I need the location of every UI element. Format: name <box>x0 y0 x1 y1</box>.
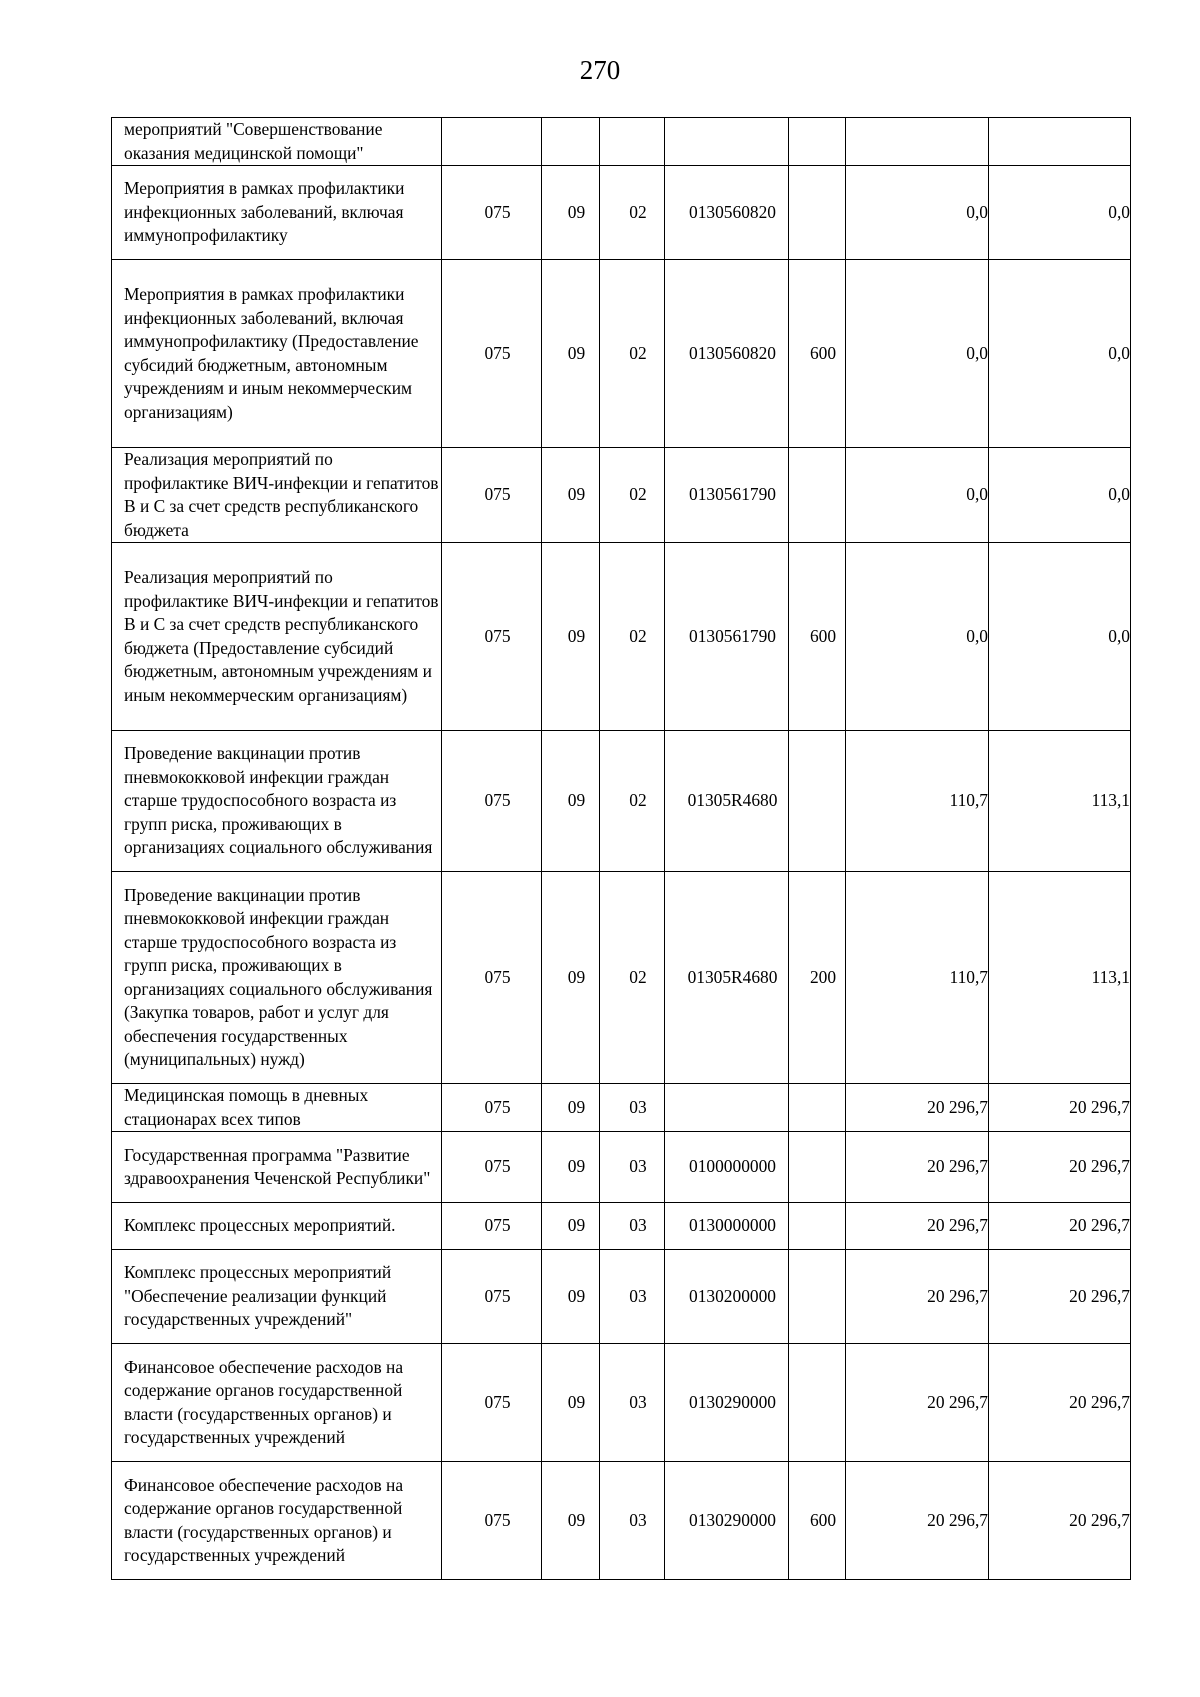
table-row <box>112 1132 1131 1203</box>
expense-type-code <box>789 118 846 166</box>
expense-type-code <box>789 1203 846 1250</box>
ministry-code: 075 <box>442 543 542 731</box>
row-name: Комплекс процессных мероприятий. <box>112 1203 442 1250</box>
amount-year-1: 20 296,7 <box>846 1462 989 1580</box>
target-article-code: 0130290000 <box>665 1344 789 1462</box>
subsection-code: 02 <box>600 543 665 731</box>
table-row <box>112 1250 1131 1344</box>
subsection-code: 02 <box>600 448 665 543</box>
row-name: Финансовое обеспечение расходов на содержание органов государственной власти (государственных органов) и государственных учреждений <box>112 1344 442 1462</box>
row-name: Государственная программа "Развитие здравоохранения Чеченской Республики" <box>112 1132 442 1203</box>
target-article-code: 01305R4680 <box>665 872 789 1084</box>
expense-type-code <box>789 1084 846 1132</box>
row-name: Комплекс процессных мероприятий "Обеспечение реализации функций государственных учреждений" <box>112 1250 442 1344</box>
row-name: Мероприятия в рамках профилактики инфекционных заболеваний, включая иммунопрофилактику <box>112 166 442 260</box>
subsection-code: 03 <box>600 1132 665 1203</box>
amount-year-1: 0,0 <box>846 166 989 260</box>
section-code: 09 <box>542 1132 600 1203</box>
target-article-code: 0100000000 <box>665 1132 789 1203</box>
table-row <box>112 448 1131 543</box>
table-row <box>112 260 1131 448</box>
expense-type-code <box>789 731 846 872</box>
table-row <box>112 1344 1131 1462</box>
amount-year-1: 20 296,7 <box>846 1084 989 1132</box>
subsection-code <box>600 118 665 166</box>
target-article-code: 0130561790 <box>665 448 789 543</box>
section-code: 09 <box>542 1203 600 1250</box>
section-code: 09 <box>542 543 600 731</box>
section-code: 09 <box>542 872 600 1084</box>
amount-year-1: 0,0 <box>846 260 989 448</box>
subsection-code: 02 <box>600 260 665 448</box>
section-code: 09 <box>542 1344 600 1462</box>
amount-year-2: 20 296,7 <box>989 1132 1131 1203</box>
amount-year-2: 0,0 <box>989 543 1131 731</box>
row-name: Финансовое обеспечение расходов на содержание органов государственной власти (государственных органов) и государственных учреждений <box>112 1462 442 1580</box>
expense-type-code <box>789 448 846 543</box>
ministry-code: 075 <box>442 260 542 448</box>
target-article-code: 0130560820 <box>665 260 789 448</box>
row-name: Проведение вакцинации против пневмококковой инфекции граждан старше трудоспособного возраста из групп риска, проживающих в организациях социального обслуживания (Закупка товаров, работ и услуг для обеспечения государственных (муниципальных) нужд) <box>112 872 442 1084</box>
subsection-code: 02 <box>600 166 665 260</box>
ministry-code: 075 <box>442 731 542 872</box>
expense-type-code: 200 <box>789 872 846 1084</box>
ministry-code: 075 <box>442 166 542 260</box>
expense-type-code <box>789 1250 846 1344</box>
section-code: 09 <box>542 166 600 260</box>
target-article-code <box>665 1084 789 1132</box>
target-article-code <box>665 118 789 166</box>
target-article-code: 0130000000 <box>665 1203 789 1250</box>
subsection-code: 03 <box>600 1084 665 1132</box>
row-name: мероприятий "Совершенствование оказания медицинской помощи" <box>112 118 442 166</box>
row-name: Медицинская помощь в дневных стационарах всех типов <box>112 1084 442 1132</box>
table-row <box>112 731 1131 872</box>
amount-year-1: 110,7 <box>846 731 989 872</box>
amount-year-2: 20 296,7 <box>989 1084 1131 1132</box>
table-row <box>112 1462 1131 1580</box>
ministry-code: 075 <box>442 1344 542 1462</box>
expense-type-code <box>789 1132 846 1203</box>
amount-year-2: 20 296,7 <box>989 1462 1131 1580</box>
row-name: Реализация мероприятий по профилактике ВИЧ-инфекции и гепатитов В и С за счет средств республиканского бюджета <box>112 448 442 543</box>
section-code: 09 <box>542 1084 600 1132</box>
section-code: 09 <box>542 260 600 448</box>
amount-year-2: 20 296,7 <box>989 1250 1131 1344</box>
subsection-code: 03 <box>600 1203 665 1250</box>
target-article-code: 01305R4680 <box>665 731 789 872</box>
row-name: Проведение вакцинации против пневмококковой инфекции граждан старше трудоспособного возраста из групп риска, проживающих в организациях социального обслуживания <box>112 731 442 872</box>
section-code: 09 <box>542 1462 600 1580</box>
amount-year-1: 0,0 <box>846 448 989 543</box>
amount-year-2: 20 296,7 <box>989 1344 1131 1462</box>
expense-type-code <box>789 166 846 260</box>
ministry-code: 075 <box>442 1084 542 1132</box>
subsection-code: 02 <box>600 731 665 872</box>
section-code: 09 <box>542 1250 600 1344</box>
ministry-code: 075 <box>442 1462 542 1580</box>
subsection-code: 02 <box>600 872 665 1084</box>
amount-year-1: 20 296,7 <box>846 1344 989 1462</box>
table-row <box>112 166 1131 260</box>
ministry-code <box>442 118 542 166</box>
amount-year-1 <box>846 118 989 166</box>
amount-year-2: 113,1 <box>989 731 1131 872</box>
amount-year-1: 20 296,7 <box>846 1250 989 1344</box>
amount-year-2: 113,1 <box>989 872 1131 1084</box>
table-row <box>112 1203 1131 1250</box>
ministry-code: 075 <box>442 872 542 1084</box>
ministry-code: 075 <box>442 1132 542 1203</box>
table-row <box>112 872 1131 1084</box>
table-row <box>112 118 1131 166</box>
ministry-code: 075 <box>442 1203 542 1250</box>
expense-type-code: 600 <box>789 1462 846 1580</box>
expense-type-code: 600 <box>789 543 846 731</box>
ministry-code: 075 <box>442 448 542 543</box>
section-code <box>542 118 600 166</box>
expense-type-code: 600 <box>789 260 846 448</box>
amount-year-1: 20 296,7 <box>846 1132 989 1203</box>
amount-year-2: 0,0 <box>989 166 1131 260</box>
amount-year-2: 0,0 <box>989 260 1131 448</box>
subsection-code: 03 <box>600 1344 665 1462</box>
row-name: Мероприятия в рамках профилактики инфекционных заболеваний, включая иммунопрофилактику (Предоставление субсидий бюджетным, автономным учреждениям и иным некоммерческим организациям) <box>112 260 442 448</box>
expense-type-code <box>789 1344 846 1462</box>
page-number: 270 <box>579 55 621 85</box>
section-code: 09 <box>542 731 600 872</box>
table-body <box>112 118 1131 1580</box>
subsection-code: 03 <box>600 1250 665 1344</box>
subsection-code: 03 <box>600 1462 665 1580</box>
target-article-code: 0130200000 <box>665 1250 789 1344</box>
target-article-code: 0130290000 <box>665 1462 789 1580</box>
target-article-code: 0130560820 <box>665 166 789 260</box>
amount-year-1: 110,7 <box>846 872 989 1084</box>
amount-year-1: 20 296,7 <box>846 1203 989 1250</box>
amount-year-2: 20 296,7 <box>989 1203 1131 1250</box>
row-name: Реализация мероприятий по профилактике ВИЧ-инфекции и гепатитов В и С за счет средств республиканского бюджета (Предоставление субсидий бюджетным, автономным учреждениям и иным некоммерческим организациям) <box>112 543 442 731</box>
ministry-code: 075 <box>442 1250 542 1344</box>
section-code: 09 <box>542 448 600 543</box>
amount-year-1: 0,0 <box>846 543 989 731</box>
budget-table <box>111 117 1131 1580</box>
table-row <box>112 1084 1131 1132</box>
target-article-code: 0130561790 <box>665 543 789 731</box>
table-row <box>112 543 1131 731</box>
amount-year-2 <box>989 118 1131 166</box>
amount-year-2: 0,0 <box>989 448 1131 543</box>
